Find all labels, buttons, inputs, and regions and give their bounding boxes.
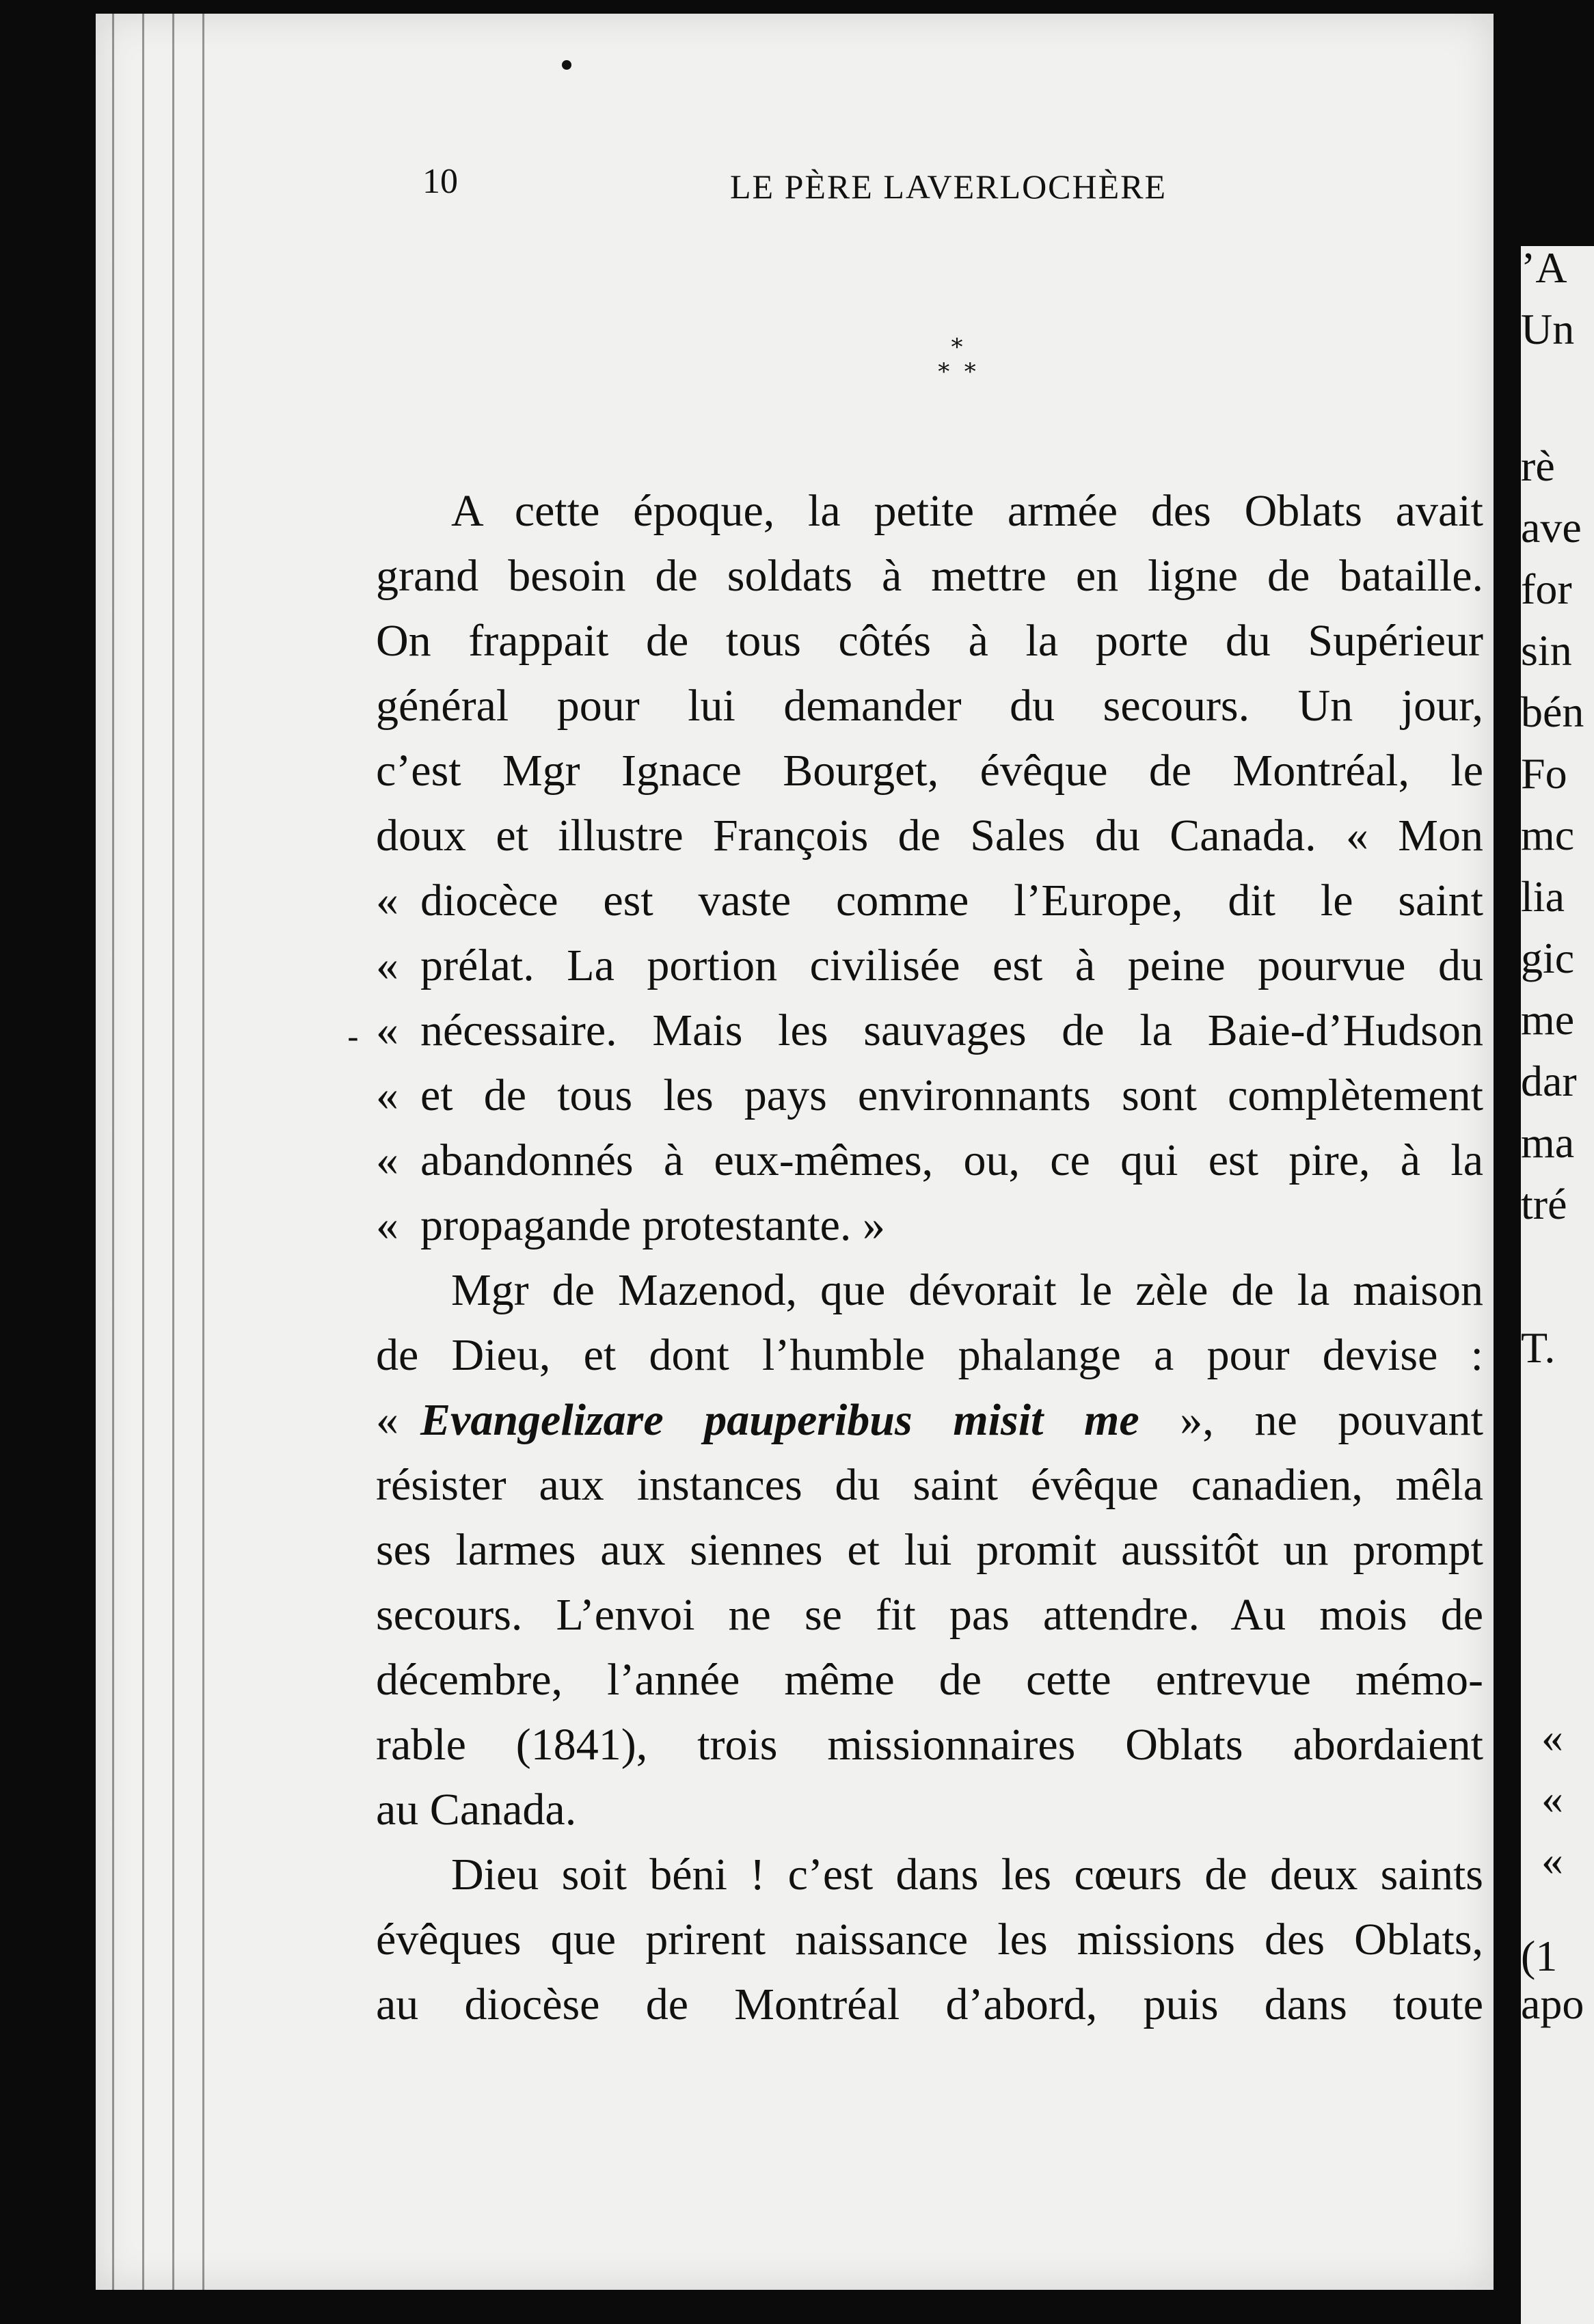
line-text: abandonnés à eux-mêmes, ou, ce qui est pire, à la [420,1135,1483,1185]
facing-fragment: apo [1521,1980,1584,2028]
facing-fragment: gic [1521,934,1575,982]
line-text: Mgr de Mazenod, que dévorait le zèle de la maison [451,1265,1483,1315]
text-line [376,1452,1483,1517]
line-text: général pour lui demander du secours. Un jour, [376,681,1483,731]
facing-fragment: tré [1521,1180,1567,1228]
line-text: doux et illustre François de Sales du Canada. « Mon [376,811,1483,861]
facing-fragment: « [1541,1713,1563,1761]
section-ornament [926,335,988,384]
text-line [376,1258,1483,1323]
facing-fragment: ma [1521,1118,1575,1167]
text-line [376,1517,1483,1582]
facing-fragment: « [1541,1774,1563,1823]
line-text: A cette époque, la petite armée des Oblats avait [451,486,1483,536]
text-line [376,1323,1483,1388]
facing-fragment: ave [1521,503,1582,552]
line-text: ne pouvant [1254,1395,1484,1445]
line-text: ses larmes aux siennes et lui promit aussitôt un prompt [376,1525,1483,1575]
facing-fragment: rè [1521,442,1555,490]
text-line [376,738,1483,803]
facing-fragment: Fo [1521,749,1567,798]
text-line [376,933,1483,998]
quote-mark: « [376,876,398,925]
facing-fragment: sin [1521,626,1572,675]
text-line [376,1777,1483,1842]
facing-fragment: (1 [1521,1932,1558,1980]
text-line [376,1063,1483,1128]
facing-fragment: me [1521,995,1575,1044]
line-text: propagande protestante. » [420,1200,885,1250]
line-text: Dieu soit béni ! c’est dans les cœurs de deux saints [451,1850,1483,1900]
text-line [376,1712,1483,1777]
text-line [376,1842,1483,1907]
text-line [376,998,1483,1063]
margin-mark: - [347,1017,359,1057]
text-line [376,1582,1483,1647]
line-text: c’est Mgr Ignace Bourget, évêque de Montréal, le [376,746,1483,796]
facing-fragment: Un [1521,305,1575,353]
quote-mark: « [376,1135,398,1185]
text-line [376,803,1483,868]
body-text [376,478,1483,2037]
text-line [376,868,1483,933]
text-line [376,1193,1483,1258]
line-text: grand besoin de soldats à mettre en ligne de bataille. [376,551,1483,601]
text-line [376,543,1483,608]
ink-spot [562,60,571,70]
line-text: de Dieu, et dont l’humble phalange a pour devise : [376,1330,1483,1380]
page-edge-shadow [1494,0,1521,2324]
line-text: diocèce est vaste comme l’Europe, dit le saint [420,876,1483,925]
line-text: nécessaire. Mais les sauvages de la Baie-d’Hudson [420,1005,1483,1055]
line-text: secours. L’envoi ne se fit pas attendre. Au mois de [376,1590,1483,1640]
quote-mark: « [376,1200,398,1250]
line-text: On frappait de tous côtés à la porte du Supérieur [376,616,1483,666]
facing-fragment: bén [1521,688,1584,736]
facing-fragment: T. [1521,1323,1556,1372]
text-line: « Evangelizare pauperibus misit me », ne pouvant [376,1388,1483,1452]
quote-mark: « [376,941,398,990]
quote-mark: « [376,1070,398,1120]
facing-fragment: ’A [1521,246,1567,292]
facing-page-fragment [1521,246,1594,2324]
line-text: résister aux instances du saint évêque canadien, mêla [376,1460,1483,1510]
line-text: rable (1841), trois missionnaires Oblats abordaient [376,1720,1483,1770]
text-line [376,478,1483,543]
facing-fragment: « [1541,1836,1563,1884]
text-line [376,1907,1483,1972]
line-text: évêques que prirent naissance les missions des Oblats, [376,1915,1483,1964]
text-line [376,1647,1483,1712]
facing-fragment: lia [1521,872,1565,921]
quote-mark: « [376,1395,398,1445]
facing-fragment: mc [1521,811,1575,859]
facing-fragment: for [1521,565,1572,613]
running-title: LE PÈRE LAVERLOCHÈRE [730,167,1167,206]
ornament-stars: * * [938,358,976,386]
quote-mark: « [376,1005,398,1055]
line-text: et de tous les pays environnants sont complètement [420,1070,1483,1120]
page-number: 10 [422,162,458,201]
line-text: au diocèse de Montréal d’abord, puis dans toute [376,1980,1483,2029]
line-text: prélat. La portion civilisée est à peine pourvue du [420,941,1483,990]
text-line [376,1972,1483,2037]
text-line [376,608,1483,673]
text-line [376,673,1483,738]
facing-fragment: dar [1521,1057,1577,1105]
latin-motto: Evangelizare pauperibus misit me [420,1395,1139,1445]
line-text: décembre, l’année même de cette entrevue mémo- [376,1655,1483,1705]
ornament-star: * [951,334,963,361]
text-line [376,1128,1483,1193]
binding-gutter [96,14,232,2290]
line-text: au Canada. [376,1785,577,1835]
